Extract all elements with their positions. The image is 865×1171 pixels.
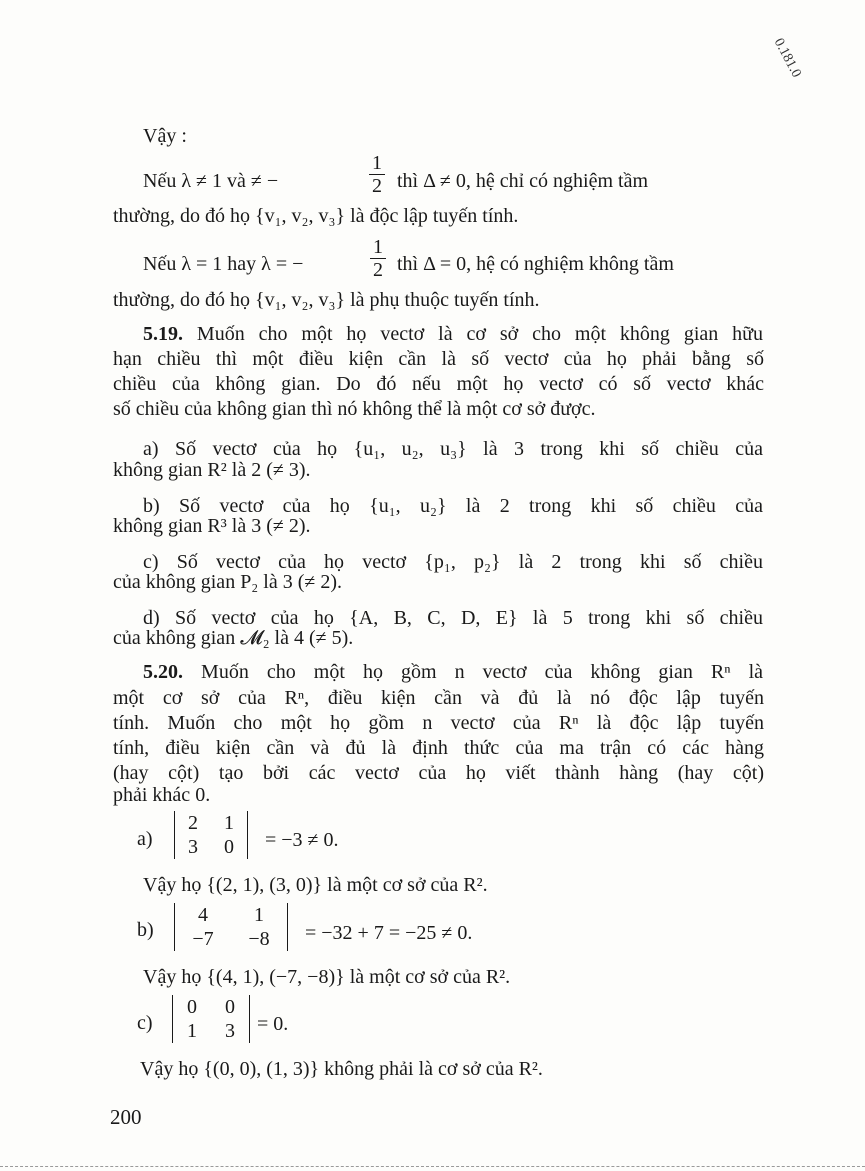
fraction-denominator: 2: [372, 175, 382, 197]
matrix-cell: 3: [188, 836, 198, 858]
exercise-number: 5.20.: [143, 661, 183, 683]
text-line: thì Δ = 0, hệ có nghiệm không tầm: [397, 253, 674, 275]
text-line: thì Δ ≠ 0, hệ chỉ có nghiệm tầm: [397, 170, 649, 192]
text-line: a) Số vectơ của họ {u₁, u₂, u₃} là 3 trong khi số chiều của: [143, 438, 763, 460]
determinant-result: = 0.: [257, 1013, 289, 1035]
text-line: tính. Muốn cho một họ gồm n vectơ của Rⁿ là độc lập tuyến: [113, 712, 764, 734]
matrix-cell: 3: [225, 1020, 235, 1042]
fraction: [369, 152, 385, 197]
text-line: số chiều của không gian thì nó không thể là một cơ sở được.: [113, 398, 596, 420]
text-line: hạn chiều thì một điều kiện cần là số vectơ của họ phải bằng số: [113, 348, 764, 370]
matrix-cell: 0: [224, 836, 234, 858]
matrix-cell: 1: [187, 1020, 197, 1042]
text-line: của không gian P₂ là 3 (≠ 2).: [113, 571, 343, 593]
text-line: Vậy họ {(2, 1), (3, 0)} là một cơ sở của R².: [143, 874, 488, 896]
item-label: b): [137, 919, 154, 941]
matrix-cell: 1: [254, 904, 264, 926]
determinant-result: = −32 + 7 = −25 ≠ 0.: [305, 922, 473, 944]
fraction-numerator: 1: [373, 236, 383, 258]
matrix-cell: 4: [198, 904, 208, 926]
text-line: Vậy họ {(4, 1), (−7, −8)} là một cơ sở của R².: [143, 966, 511, 988]
text-line: tính, điều kiện cần và đủ là định thức của ma trận có các hàng: [113, 737, 764, 759]
matrix-cell: −8: [248, 928, 270, 950]
exercise-number: 5.19.: [143, 323, 183, 345]
text-line: không gian R² là 2 (≠ 3).: [113, 459, 311, 481]
text-line: thường, do đó họ {v₁, v₂, v₃} là độc lập tuyến tính.: [113, 205, 519, 227]
text-line: của không gian 𝓜₂ là 4 (≠ 5).: [113, 627, 354, 649]
determinant-matrix-b: [174, 903, 288, 951]
text-line: thường, do đó họ {v₁, v₂, v₃} là phụ thuộc tuyến tính.: [113, 289, 540, 311]
determinant-result: = −3 ≠ 0.: [265, 829, 339, 851]
text-line: một cơ sở của Rⁿ, điều kiện cần và đủ là nó độc lập tuyến: [113, 687, 764, 709]
fraction-numerator: 1: [372, 152, 382, 174]
corner-stamp: 0.181.0: [770, 36, 804, 81]
text-line: chiều của không gian. Do đó nếu một họ vectơ có số vectơ khác: [113, 373, 764, 395]
item-label: c): [137, 1012, 153, 1034]
text-line: 5.19. Muốn cho một họ vectơ là cơ sở cho một không gian hữu: [143, 323, 764, 345]
text-line: không gian R³ là 3 (≠ 2).: [113, 515, 311, 537]
determinant-matrix-a: [174, 811, 248, 859]
page-number: 200: [110, 1105, 142, 1129]
text-line: (hay cột) tạo bởi các vectơ của họ viết thành hàng (hay cột): [113, 762, 764, 784]
fraction-denominator: 2: [373, 259, 383, 281]
text-line: 5.20. Muốn cho một họ gồm n vectơ của không gian Rⁿ là: [143, 661, 763, 683]
matrix-cell: 1: [224, 812, 234, 834]
matrix-cell: −7: [192, 928, 214, 950]
fraction: [370, 236, 386, 281]
item-label: a): [137, 828, 153, 850]
matrix-cell: 0: [187, 996, 197, 1018]
text-line: Nếu λ ≠ 1 và ≠ −: [143, 170, 279, 192]
text-line: phải khác 0.: [113, 784, 211, 806]
determinant-matrix-c: [172, 995, 250, 1043]
text-line: d) Số vectơ của họ {A, B, C, D, E} là 5 trong khi số chiều: [143, 607, 763, 629]
text-line: Vậy :: [143, 125, 187, 147]
page-edge-divider: [0, 1166, 865, 1168]
matrix-cell: 2: [188, 812, 198, 834]
text-line: Nếu λ = 1 hay λ = −: [143, 253, 304, 275]
text-line: Vậy họ {(0, 0), (1, 3)} không phải là cơ sở của R².: [140, 1058, 543, 1080]
matrix-cell: 0: [225, 996, 235, 1018]
text-line: b) Số vectơ của họ {u₁, u₂} là 2 trong khi số chiều của: [143, 495, 763, 517]
text-line: c) Số vectơ của họ vectơ {p₁, p₂} là 2 trong khi số chiều: [143, 551, 763, 573]
